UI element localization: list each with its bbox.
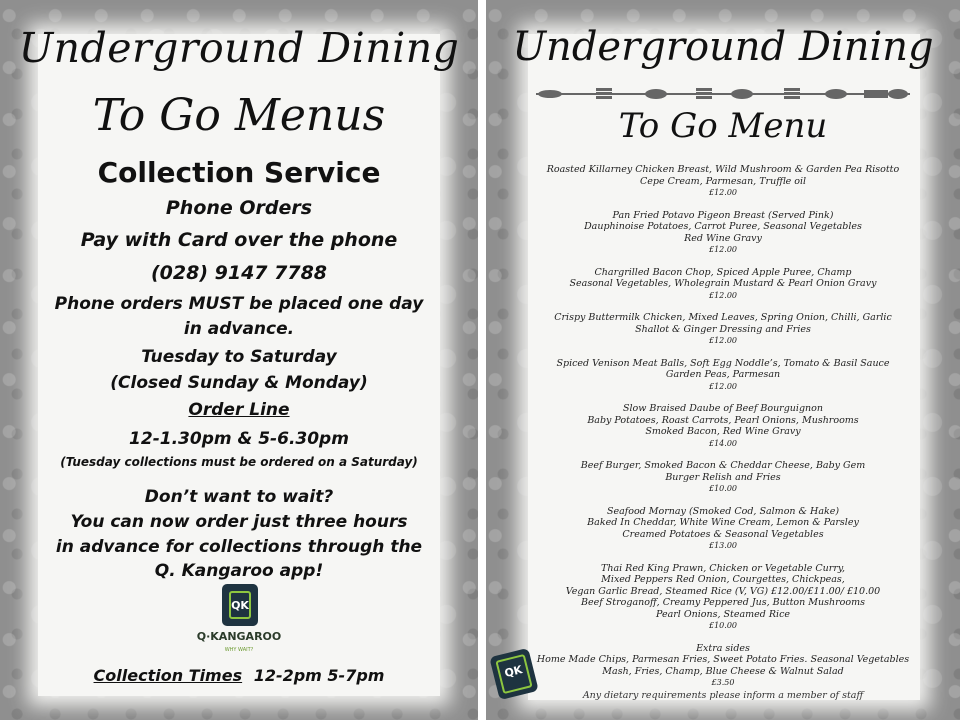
panel-divider [478, 0, 486, 720]
right-subtitle: To Go Menu [618, 106, 828, 146]
menu-item-line: Roasted Killarney Chicken Breast, Wild Mushroom & Garden Pea Risotto [546, 164, 900, 175]
dietary-note: Any dietary requirements please inform a member of staff [582, 690, 864, 701]
advance-notice-line-1: Phone orders MUST be placed one day [54, 294, 424, 314]
menu-item [486, 506, 960, 552]
menu-item-line: Creamed Potatoes & Seasonal Vegetables [622, 528, 824, 540]
menu-item-line: Mixed Peppers Red Onion, Courgettes, Chickpeas, [601, 574, 845, 585]
menu-item-line: Red Wine Gravy [684, 232, 762, 244]
menu-item-line: Dauphinoise Potatoes, Carrot Puree, Seasonal Vegetables [584, 221, 862, 232]
menu-item-line: Pan Fried Potavo Pigeon Breast (Served Pink) [612, 209, 834, 221]
menu-item [486, 267, 960, 302]
promo-line-1: Don’t want to wait? [144, 487, 334, 507]
menu-item-price: £12.00 [709, 381, 737, 391]
menu-item-price: £13.00 [709, 541, 737, 550]
menu-item [486, 210, 960, 256]
left-subtitle: To Go Menus [92, 90, 386, 141]
menu-item-line: Chargrilled Bacon Chop, Spiced Apple Puree, Champ [594, 266, 852, 278]
extra-sides-line: Mash, Fries, Champ, Blue Cheese & Walnut Salad [602, 665, 844, 677]
right-title: Underground Dining [512, 24, 934, 70]
menu-item [486, 358, 960, 393]
menu-item-price: £12.00 [709, 245, 737, 254]
extra-sides-line: Home Made Chips, Parmesan Fries, Sweet Potato Fries. Seasonal Vegetables [536, 654, 910, 665]
menu-item-price: £12.00 [709, 188, 737, 197]
menu-item-line: Spiced Venison Meat Balls, Soft Egg Noddle’s, Tomato & Basil Sauce [556, 357, 890, 369]
q-kangaroo-badge-mark: QK [495, 654, 532, 694]
menu-item-line: Baked In Cheddar, White Wine Cream, Lemon & Parsley [587, 517, 859, 528]
menu-item-line: Burger Relish and Fries [665, 471, 781, 483]
menu-item-line: Crispy Buttermilk Chicken, Mixed Leaves, Spring Onion, Chilli, Garlic [554, 312, 892, 323]
order-line-heading: Order Line [188, 400, 290, 420]
phone-orders-line: Phone Orders [165, 197, 313, 219]
menu-item-line: Slow Braised Daube of Beef Bourguignon [622, 403, 823, 414]
phone-number: (028) 9147 7788 [150, 262, 328, 284]
menu-item [486, 563, 960, 632]
menu-item-price: £12.00 [709, 336, 737, 345]
q-kangaroo-mark: QK [229, 591, 251, 619]
menu-item-line: Pearl Onions, Steamed Rice [655, 608, 791, 620]
promo-line-3: in advance for collections through the [55, 537, 423, 557]
right-poster [486, 0, 960, 720]
extra-sides [486, 643, 960, 689]
menu-item-line: Seafood Mornay (Smoked Cod, Salmon & Hake) [606, 505, 840, 517]
q-kangaroo-logo-icon [222, 584, 258, 626]
collection-times-value: 12-2pm 5-7pm [253, 666, 385, 685]
menu-item-line: Vegan Garlic Bread, Steamed Rice (V, VG) £12.00/£11.00/ £10.00 [565, 585, 881, 597]
extra-sides-heading: Extra sides [696, 642, 750, 654]
menu-item [486, 403, 960, 449]
collection-service-heading: Collection Service [97, 156, 381, 189]
left-poster [0, 0, 478, 720]
menu-list [486, 164, 960, 689]
open-days: Tuesday to Saturday [141, 347, 337, 367]
extra-sides-price: £3.50 [711, 678, 735, 687]
menu-item [486, 164, 960, 199]
menu-item-line: Beef Burger, Smoked Bacon & Cheddar Cheese, Baby Gem [580, 460, 866, 471]
menu-item-price: £10.00 [709, 484, 737, 493]
cutlery-divider-icon [536, 86, 910, 102]
menu-item-price: £12.00 [709, 290, 737, 300]
menu-item-line: Smoked Bacon, Red Wine Gravy [645, 426, 801, 437]
menu-item [486, 312, 960, 347]
menu-item-line: Thai Red King Prawn, Chicken or Vegetable Curry, [601, 562, 845, 574]
promo-line-4: Q. Kangaroo app! [154, 561, 324, 581]
menu-item-line: Baby Potatoes, Roast Carrots, Pearl Onions, Mushrooms [587, 414, 859, 426]
order-line-hours: 12-1.30pm & 5-6.30pm [129, 429, 349, 449]
menu-item-line: Cepe Cream, Parmesan, Truffle oil [639, 175, 807, 187]
left-title: Underground Dining [18, 24, 460, 72]
q-kangaroo-tagline: WHY WAIT? [224, 647, 254, 653]
menu-item-price: £10.00 [709, 621, 737, 630]
promo-line-2: You can now order just three hours [70, 512, 408, 532]
menu-item-line: Garden Peas, Parmesan [665, 369, 781, 380]
menu-item [486, 460, 960, 495]
q-kangaroo-brand: Q·KANGAROO [196, 630, 282, 643]
collection-times-label: Collection Times [93, 666, 243, 685]
menu-item-price: £14.00 [709, 438, 737, 448]
menu-item-line: Seasonal Vegetables, Wholegrain Mustard & Pearl Onion Gravy [569, 278, 877, 289]
closed-days: (Closed Sunday & Monday) [110, 373, 368, 393]
advance-notice-line-2: in advance. [183, 319, 295, 339]
menu-item-line: Beef Stroganoff, Creamy Peppered Jus, Button Mushrooms [581, 597, 865, 608]
menu-item-line: Shallot & Ginger Dressing and Fries [635, 323, 811, 335]
pay-card-line: Pay with Card over the phone [80, 229, 398, 251]
tuesday-note: (Tuesday collections must be ordered on a Saturday) [60, 455, 418, 469]
collection-times [0, 666, 478, 685]
